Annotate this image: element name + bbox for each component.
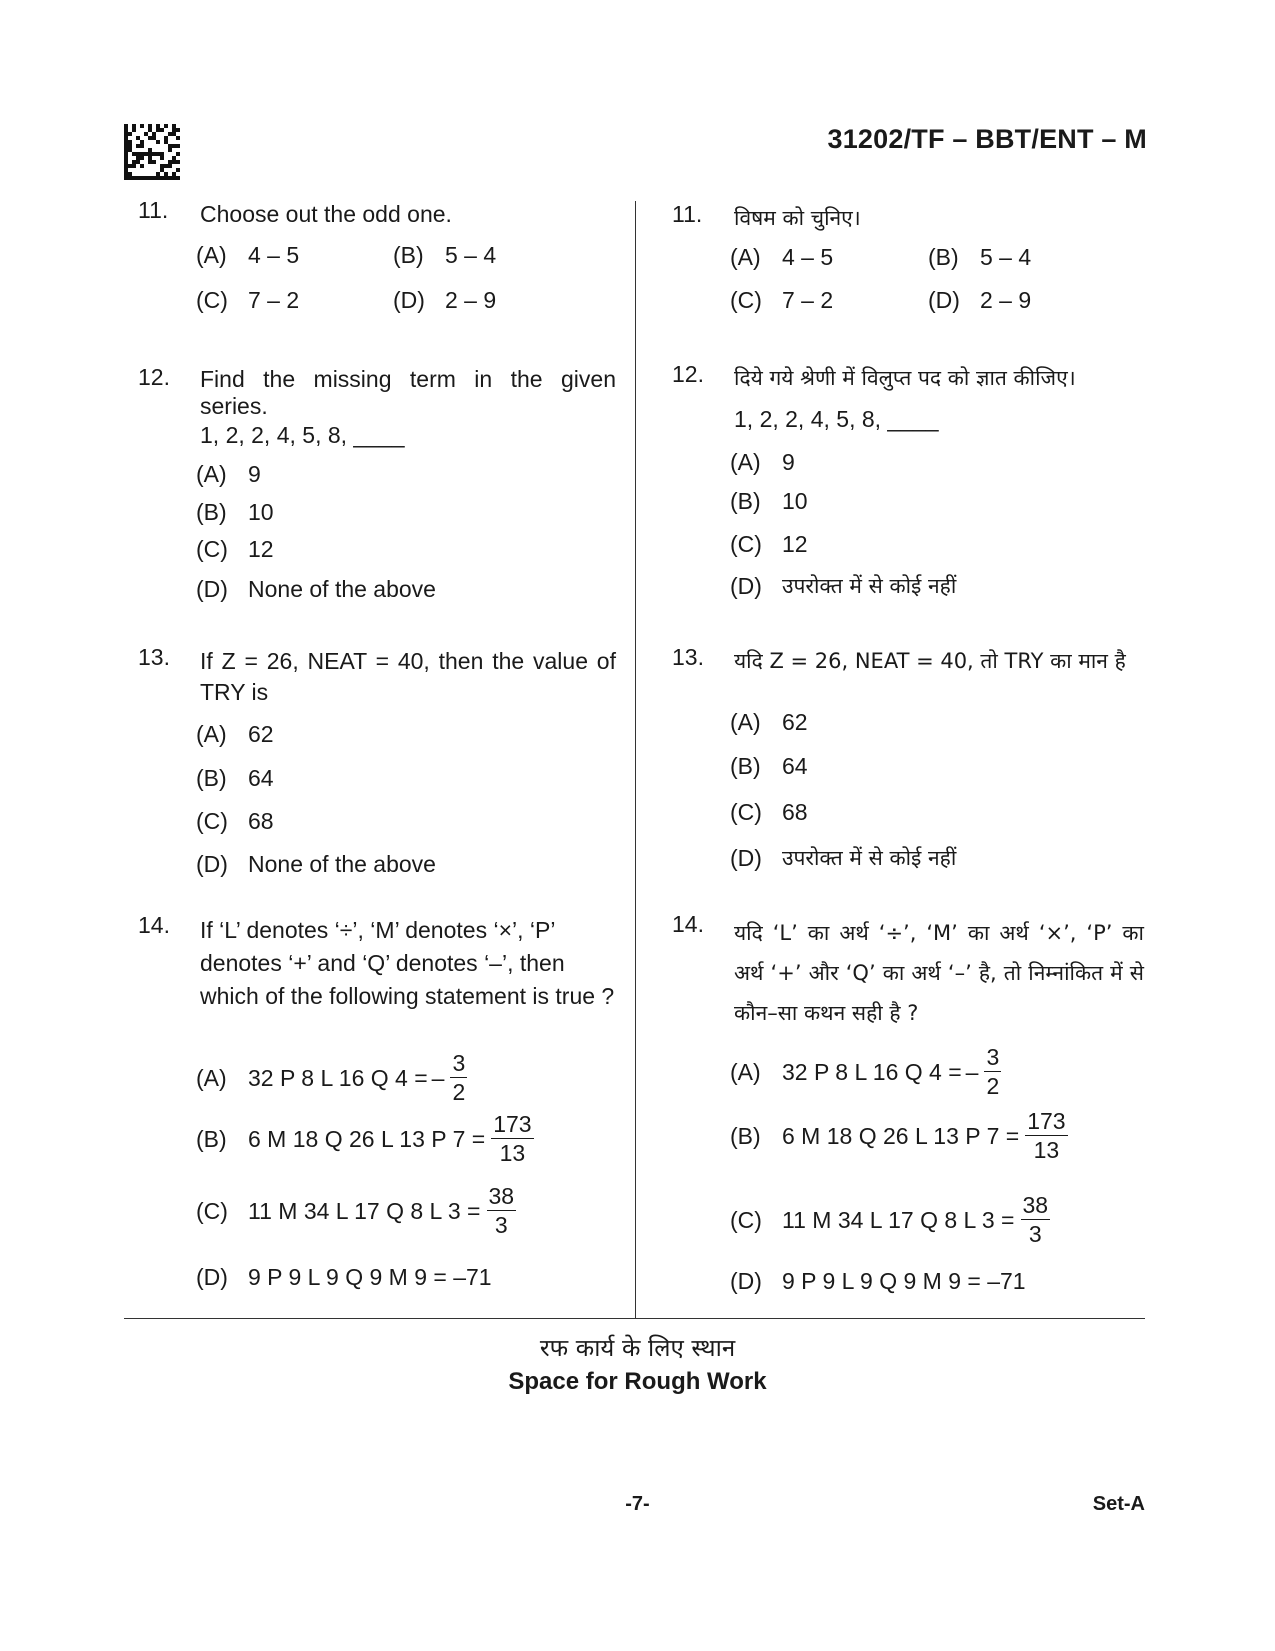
option-d: (D) 9 P 9 L 9 Q 9 M 9 = –71 (196, 1264, 492, 1290)
option-b: (B) 5 – 4 (928, 244, 1032, 270)
option-d: (D) 2 – 9 (393, 287, 497, 313)
option-c: (C) 68 (196, 808, 274, 834)
option-a: (A) 62 (730, 709, 808, 735)
question-text: दिये गये श्रेणी में विलुप्त पद को ज्ञात कीजिए। (734, 366, 1076, 390)
option-c: (C) 11 M 34 L 17 Q 8 L 3 = $\frac{38}{3}$ (730, 1192, 1049, 1247)
option-b: (B) 6 M 18 Q 26 L 13 P 7 = $\frac{173}{13}$ (196, 1111, 532, 1166)
option-a: (A) 4 – 5 (196, 242, 300, 268)
option-a: (A) 62 (196, 721, 274, 747)
question-number: 13. (672, 644, 704, 670)
fraction: $\frac{173}{13}$ (1027, 1108, 1066, 1163)
option-b: (B) 64 (196, 765, 274, 791)
option-a: (A) 9 (730, 449, 795, 475)
option-a: (A) 32 P 8 L 16 Q 4 = – $\frac{3}{2}$ (730, 1044, 1000, 1099)
rough-work-label: Space for Rough Work (508, 1368, 767, 1395)
option-b: (B) 10 (196, 499, 274, 525)
question-number: 12. (672, 361, 704, 387)
option-c: (C) 11 M 34 L 17 Q 8 L 3 = $\frac{38}{3}$ (196, 1183, 515, 1238)
option-c: (C) 12 (196, 536, 274, 562)
question-13-en (138, 646, 616, 708)
fraction: $\frac{173}{13}$ (493, 1111, 532, 1166)
hindi-column (672, 0, 1144, 1300)
paper-code: 31202/TF – BBT/ENT – M (827, 124, 1147, 154)
option-b: (B) 6 M 18 Q 26 L 13 P 7 = $\frac{173}{13}$ (730, 1108, 1066, 1163)
question-text: यदि ‘L’ का अर्थ ‘÷’, ‘M’ का अर्थ ‘×’, ‘P’ का अर्थ ‘+’ और ‘Q’ का अर्थ ‘–’ है, तो निम्नांकित में से कौन–सा कथन सही है ? (734, 921, 1144, 1025)
option-c: (C) 12 (730, 531, 808, 557)
option-d: (D) 2 – 9 (928, 287, 1032, 313)
question-13-hi (672, 646, 1144, 677)
question-number: 12. (138, 364, 170, 390)
rough-work-label-hindi: रफ कार्य के लिए स्थान (539, 1334, 736, 1362)
option-c: (C) 7 – 2 (196, 287, 300, 313)
option-c: (C) 7 – 2 (730, 287, 834, 313)
option-d: (D) 9 P 9 L 9 Q 9 M 9 = –71 (730, 1268, 1026, 1294)
option-b: (B) 10 (730, 488, 808, 514)
option-a: (A) 9 (196, 461, 261, 487)
question-11-en (138, 199, 616, 230)
option-d: (D) उपरोक्त में से कोई नहीं (730, 573, 957, 599)
question-14-hi (672, 913, 1144, 1033)
option-c: (C) 68 (730, 799, 808, 825)
fraction: $\frac{38}{3}$ (488, 1183, 515, 1238)
question-text: Choose out the odd one. (200, 201, 452, 227)
column-divider (635, 201, 636, 1319)
option-d: (D) उपरोक्त में से कोई नहीं (730, 845, 957, 871)
option-a: (A) 32 P 8 L 16 Q 4 = – $\frac{3}{2}$ (196, 1050, 466, 1105)
series-text: 1, 2, 2, 4, 5, 8, ____ (734, 406, 939, 432)
question-12-en (138, 366, 616, 447)
question-text: If Z = 26, NEAT = 40, then the value of TRY is (200, 648, 616, 705)
question-number: 14. (672, 911, 704, 937)
question-number: 11. (672, 201, 703, 227)
page-number: -7- (625, 1493, 650, 1515)
option-d: (D) None of the above (196, 851, 436, 877)
question-12-hi (672, 363, 1144, 431)
option-d: (D) None of the above (196, 576, 436, 602)
fraction: $\frac{3}{2}$ (986, 1044, 1000, 1099)
question-text: यदि Z = 26, NEAT = 40, तो TRY का मान है (734, 649, 1126, 673)
question-14-en (138, 914, 616, 1013)
question-text: If ‘L’ denotes ‘÷’, ‘M’ denotes ‘×’, ‘P’ denotes ‘+’ and ‘Q’ denotes ‘–’, then which of the following statement is true ? (200, 917, 615, 1009)
english-column (138, 0, 616, 1300)
set-label: Set-A (1092, 1493, 1145, 1515)
fraction: $\frac{3}{2}$ (452, 1050, 466, 1105)
option-b: (B) 64 (730, 753, 808, 779)
option-a: (A) 4 – 5 (730, 244, 834, 270)
question-number: 11. (138, 197, 169, 223)
fraction: $\frac{38}{3}$ (1022, 1192, 1049, 1247)
rough-work-divider (124, 1318, 1145, 1319)
question-11-hi (672, 203, 1144, 234)
series-text: 1, 2, 2, 4, 5, 8, ____ (200, 422, 405, 448)
question-text: Find the missing term in the given series. (200, 366, 616, 419)
question-text: विषम को चुनिए। (734, 206, 861, 230)
option-b: (B) 5 – 4 (393, 242, 497, 268)
question-number: 13. (138, 644, 170, 670)
question-number: 14. (138, 912, 170, 938)
